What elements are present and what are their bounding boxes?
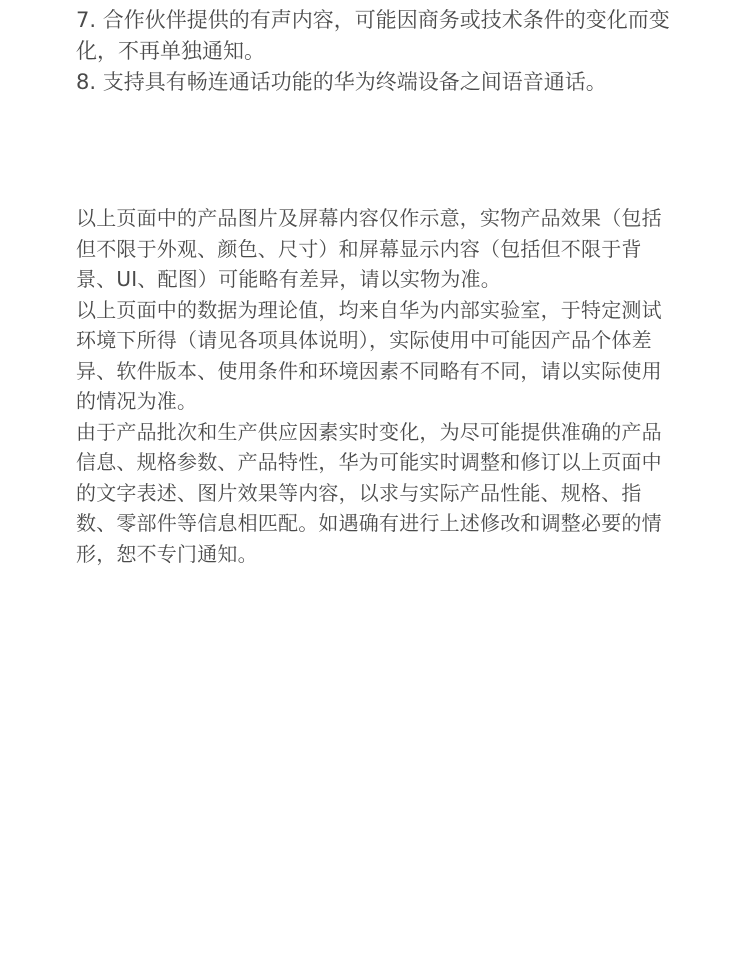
spacer <box>76 98 676 203</box>
disclaimer-images: 以上页面中的产品图片及屏幕内容仅作示意，实物产品效果（包括但不限于外观、颜色、尺寸）和屏幕显示内容（包括但不限于背景、UI、配图）可能略有差异，请以实物为准。 <box>76 206 662 291</box>
disclaimer-section <box>76 203 676 569</box>
disclaimer-changes: 由于产品批次和生产供应因素实时变化，为尽可能提供准确的产品信息、规格参数、产品特性，华为可能实时调整和修订以上页面中的文字表述、图片效果等内容，以求与实际产品性能、规格、指数、零部件等信息相匹配。如遇确有进行上述修改和调整必要的情形，恕不专门通知。 <box>76 419 662 566</box>
content <box>76 0 676 569</box>
notes-list <box>76 5 676 98</box>
disclaimer-data: 以上页面中的数据为理论值，均来自华为内部实验室，于特定测试环境下所得（请见各项具体说明），实际使用中可能因产品个体差异、软件版本、使用条件和环境因素不同略有不同，请以实际使用的情况为准。 <box>76 297 662 413</box>
note-item-7: 7. 合作伙伴提供的有声内容，可能因商务或技术条件的变化而变化，不再单独通知。 <box>76 8 670 63</box>
note-item-8: 8. 支持具有畅连通话功能的华为终端设备之间语音通话。 <box>76 70 607 94</box>
